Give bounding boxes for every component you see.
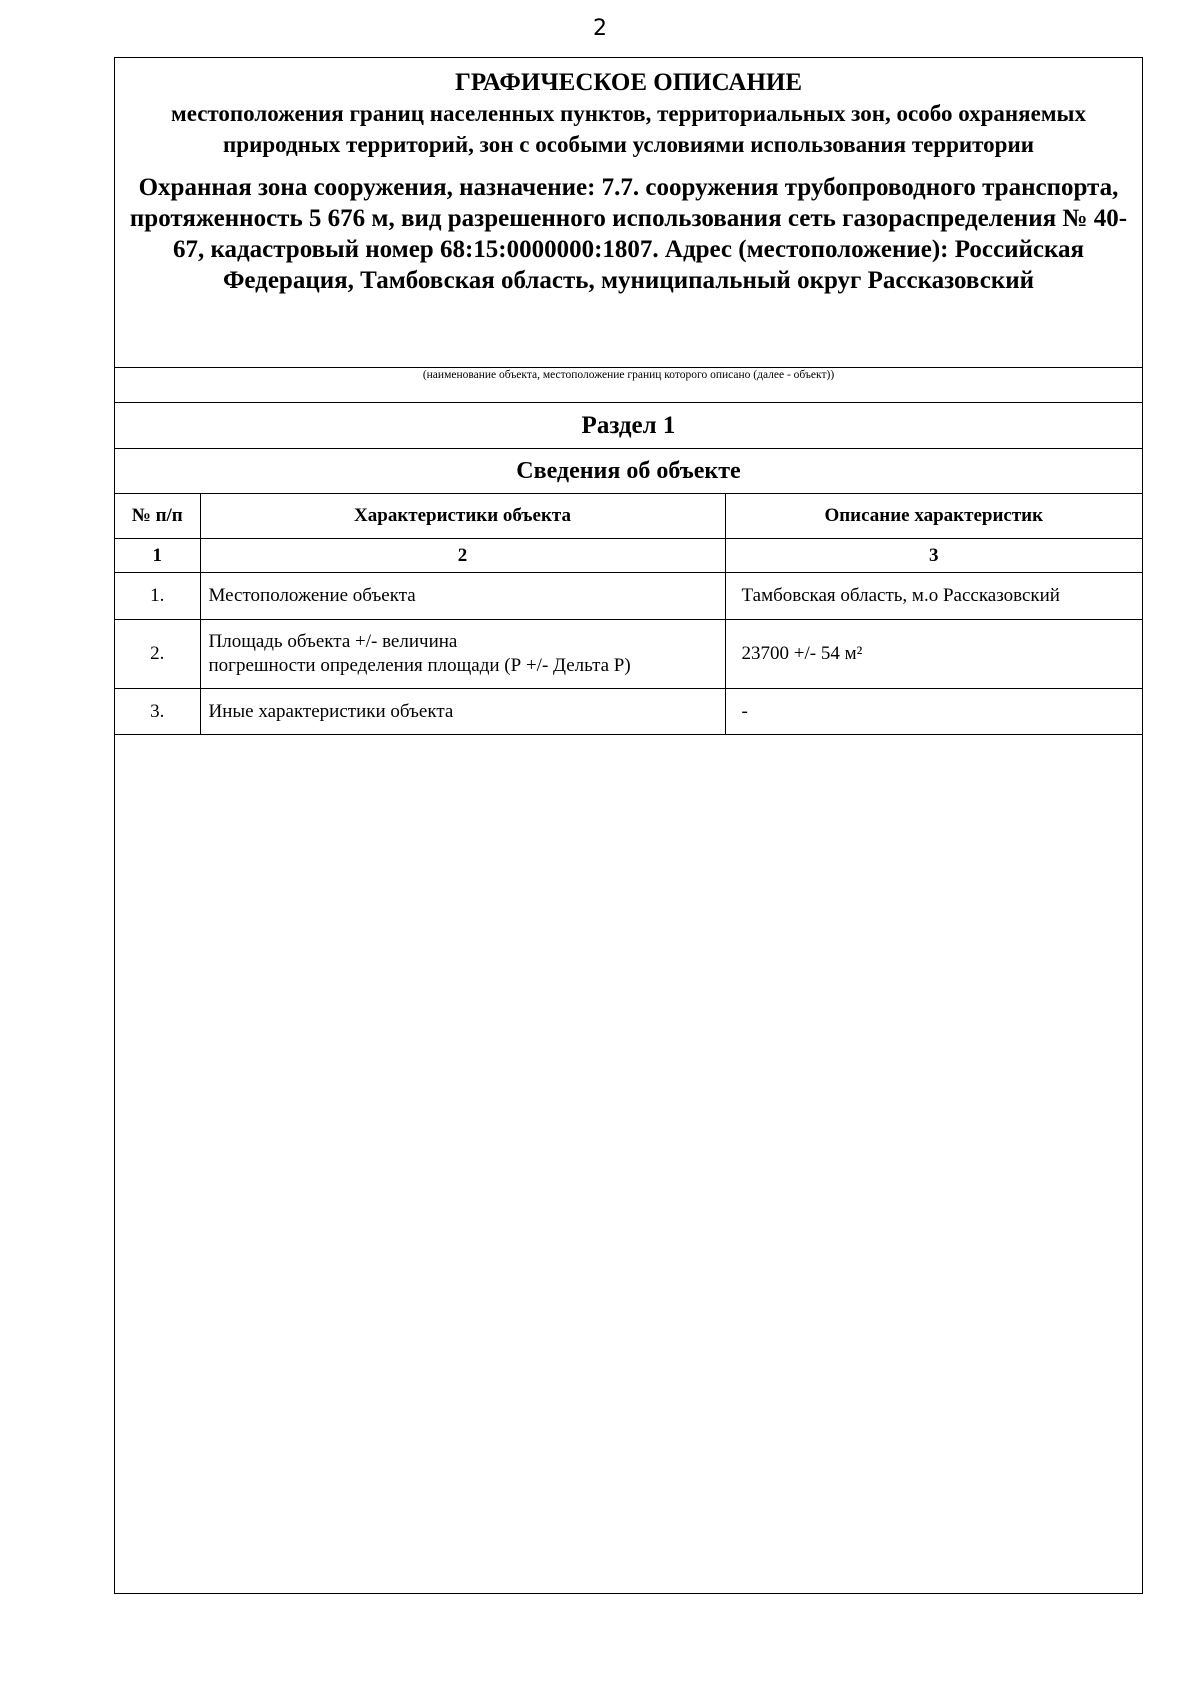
- section-subtitle: Сведения об объекте: [115, 449, 1142, 494]
- row-number: 2.: [115, 620, 200, 689]
- table-row: [115, 689, 1142, 735]
- column-number-row: [115, 539, 1142, 573]
- row-number: 3.: [115, 689, 200, 735]
- document-header: [115, 58, 1142, 368]
- row-characteristic-line: погрешности определения площади (Р +/- Дельта Р): [208, 655, 631, 676]
- document-frame: [114, 57, 1143, 1594]
- page-number: 2: [593, 16, 607, 41]
- column-number: 3: [725, 539, 1142, 573]
- row-description: 23700 +/- 54 м²: [725, 620, 1142, 689]
- column-header-description: Описание характеристик: [725, 494, 1142, 539]
- column-number: 1: [115, 539, 200, 573]
- object-info-table: [115, 494, 1142, 735]
- table-row: [115, 620, 1142, 689]
- column-number: 2: [200, 539, 725, 573]
- table-header-row: [115, 494, 1142, 539]
- row-number: 1.: [115, 573, 200, 620]
- row-characteristic: [200, 620, 725, 689]
- row-characteristic: Иные характеристики объекта: [200, 689, 725, 735]
- column-header-number: № п/п: [115, 494, 200, 539]
- object-caption: (наименование объекта, местоположение границ которого описано (далее - объект)): [115, 368, 1142, 403]
- row-characteristic: Местоположение объекта: [200, 573, 725, 620]
- table-row: [115, 573, 1142, 620]
- row-description: Тамбовская область, м.о Рассказовский: [725, 573, 1142, 620]
- section-title: Раздел 1: [115, 403, 1142, 449]
- object-name: Охранная зона сооружения, назначение: 7.7. сооружения трубопроводного транспорта, протяженность 5 676 м, вид разрешенного использования сеть газораспределения № 40-67, кадастровый номер 68:15:0000000:1807. Адрес (местоположение): Российская Федерация, Тамбовская область, муниципальный округ Рассказовский: [129, 174, 1128, 294]
- row-description: -: [725, 689, 1142, 735]
- document-title: ГРАФИЧЕСКОЕ ОПИСАНИЕ: [454, 69, 803, 96]
- row-characteristic-line: Площадь объекта +/- величина: [208, 631, 458, 652]
- column-header-characteristic: Характеристики объекта: [200, 494, 725, 539]
- document-subtitle: местоположения границ населенных пунктов, территориальных зон, особо охраняемых природных территорий, зон с особыми условиями использования территории: [171, 101, 1086, 157]
